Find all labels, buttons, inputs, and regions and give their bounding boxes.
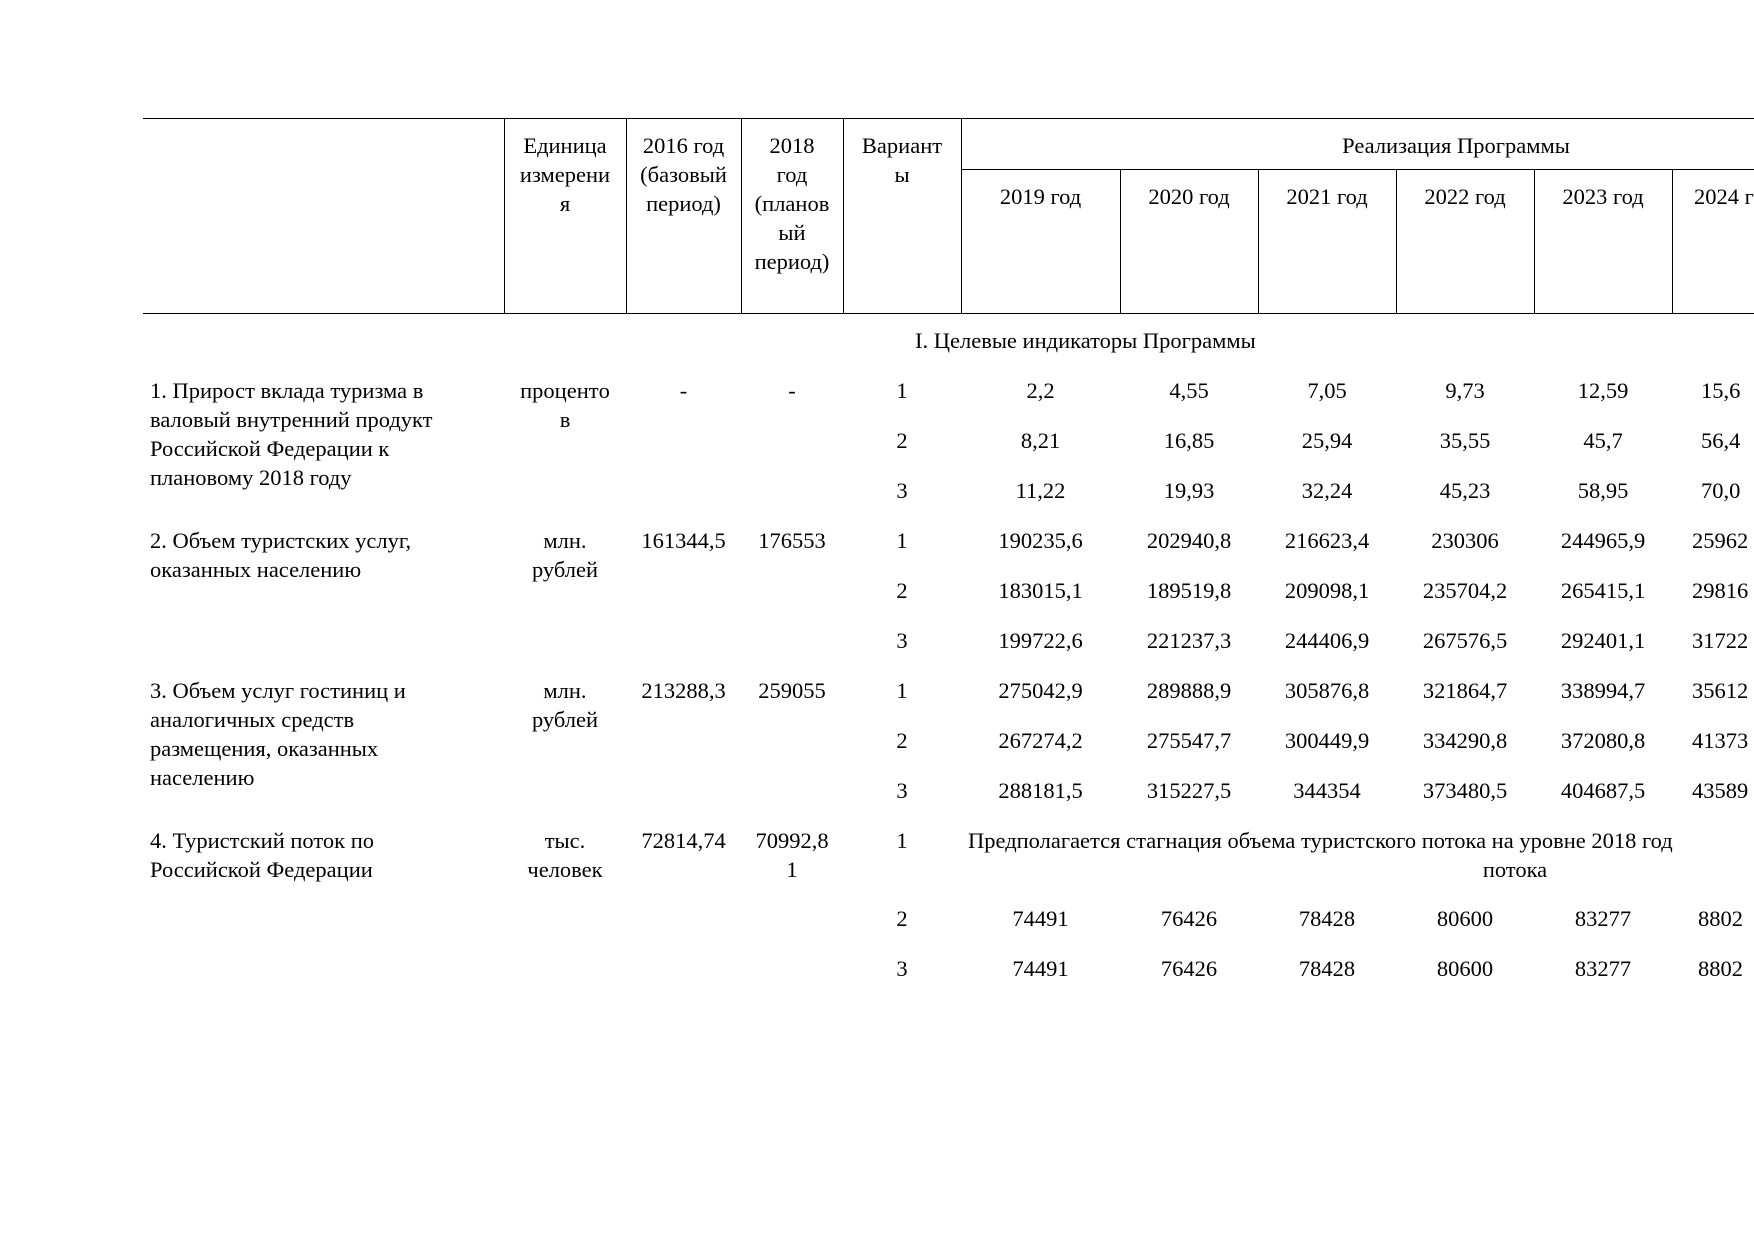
indicator-name-line: 4. Туристский поток по (150, 828, 375, 853)
value-cell: 321864,7 (1422, 678, 1508, 703)
value-cell: 267576,5 (1422, 628, 1508, 653)
value-cell: 235704,2 (1422, 578, 1508, 603)
header-plan-line: ый (778, 220, 806, 245)
header-variants-line: Вариант (861, 133, 943, 158)
value-cell: 58,95 (1577, 478, 1629, 503)
header-unit-line: я (559, 191, 571, 216)
variant-number: 2 (896, 728, 908, 753)
value-cell: 35,55 (1439, 428, 1491, 453)
header-plan-line: период) (754, 249, 830, 274)
plan-value: 176553 (758, 528, 826, 553)
value-cell: 289888,9 (1146, 678, 1232, 703)
value-cell: 202940,8 (1146, 528, 1232, 553)
value-cell: 183015,1 (998, 578, 1083, 603)
variant-number: 2 (896, 906, 908, 931)
unit-line: тыс. (544, 828, 586, 853)
value-cell: 300449,9 (1284, 728, 1370, 753)
header-unit-line: измерени (519, 162, 611, 187)
value-cell: 31722 (1692, 628, 1749, 653)
variant-number: 3 (896, 628, 908, 653)
value-cell: 74491 (1012, 906, 1069, 931)
value-cell: 209098,1 (1284, 578, 1370, 603)
value-cell: 15,6 (1701, 378, 1741, 403)
value-cell: 12,59 (1577, 378, 1629, 403)
unit-line: человек (527, 857, 603, 882)
variant-number: 1 (896, 678, 908, 703)
value-cell: 372080,8 (1560, 728, 1646, 753)
value-cell: 29816 (1692, 578, 1749, 603)
value-cell: 315227,5 (1146, 778, 1232, 803)
value-cell: 275042,9 (998, 678, 1083, 703)
header-plan-line: год (776, 162, 808, 187)
value-cell: 19,93 (1163, 478, 1215, 503)
value-cell: 265415,1 (1560, 578, 1646, 603)
value-cell: 7,05 (1307, 378, 1347, 403)
variant-number: 2 (896, 578, 908, 603)
variant-number: 2 (896, 428, 908, 453)
value-cell: 41373 (1692, 728, 1749, 753)
program-header-divider (961, 169, 1754, 170)
value-cell: 76426 (1160, 956, 1218, 981)
header-variants-line: ы (894, 162, 910, 187)
indicator-name-line: населению (150, 765, 255, 790)
unit-line: процентo (520, 378, 610, 403)
plan-value: 259055 (758, 678, 826, 703)
value-cell: 83277 (1574, 956, 1632, 981)
value-cell: 83277 (1574, 906, 1632, 931)
plan-value: - (788, 378, 796, 403)
value-cell: 221237,3 (1146, 628, 1232, 653)
value-cell: 8802 (1698, 956, 1743, 981)
header-program: Реализация Программы (1342, 133, 1570, 158)
indicator-name-line: 1. Прирост вклада туризма в (150, 378, 424, 403)
value-cell: 244965,9 (1560, 528, 1646, 553)
value-cell: 2,2 (1026, 378, 1055, 403)
value-cell: 32,24 (1301, 478, 1353, 503)
unit-line: рублей (531, 707, 599, 732)
header-year: 2020 год (1148, 184, 1230, 209)
indicator-name-line: Российской Федерации к (150, 436, 390, 461)
indicator-name-line: Российской Федерации (150, 857, 373, 882)
value-cell: 45,23 (1439, 478, 1491, 503)
unit-line: млн. (543, 528, 587, 553)
value-cell: 74491 (1012, 956, 1069, 981)
value-cell: 80600 (1436, 906, 1494, 931)
indicator-name-line: аналогичных средств (150, 707, 355, 732)
col-divider-10 (1672, 169, 1673, 313)
header-year: 2023 год (1562, 184, 1644, 209)
header-plan-line: 2018 (769, 133, 815, 158)
value-cell: 78428 (1298, 906, 1356, 931)
value-cell: 216623,4 (1284, 528, 1370, 553)
value-cell: 404687,5 (1560, 778, 1646, 803)
value-cell: 11,22 (1015, 478, 1066, 503)
value-cell: 4,55 (1169, 378, 1209, 403)
value-cell: 56,4 (1701, 428, 1741, 453)
value-cell: 25962 (1692, 528, 1749, 553)
table-top-border (143, 118, 1754, 119)
base-value: 72814,74 (641, 828, 726, 853)
base-value: 161344,5 (641, 528, 726, 553)
header-year: 2024 г (1694, 184, 1754, 209)
stagnation-note: Предполагается стагнация объема туристского потока на уровне 2018 год (968, 828, 1673, 853)
value-cell: 43589 (1692, 778, 1749, 803)
header-plan-line: (планов (754, 191, 830, 216)
value-cell: 373480,5 (1422, 778, 1508, 803)
base-value: 213288,3 (641, 678, 726, 703)
value-cell: 344354 (1293, 778, 1361, 803)
indicator-name-line: валовый внутренний продукт (150, 407, 433, 432)
value-cell: 35612 (1692, 678, 1749, 703)
header-year: 2019 год (999, 184, 1082, 209)
variant-number: 3 (896, 478, 908, 503)
variant-number: 1 (896, 528, 908, 553)
value-cell: 8802 (1698, 906, 1743, 931)
header-year: 2022 год (1424, 184, 1506, 209)
variant-number: 3 (896, 778, 908, 803)
value-cell: 190235,6 (998, 528, 1083, 553)
indicator-name-line: 3. Объем услуг гостиниц и (150, 678, 406, 703)
value-cell: 288181,5 (998, 778, 1083, 803)
variant-number: 1 (896, 828, 908, 853)
value-cell: 305876,8 (1284, 678, 1370, 703)
value-cell: 8,21 (1020, 428, 1061, 453)
value-cell: 230306 (1431, 528, 1499, 553)
value-cell: 189519,8 (1146, 578, 1232, 603)
plan-value-line: 70992,8 (755, 828, 829, 853)
value-cell: 80600 (1436, 956, 1494, 981)
value-cell: 76426 (1160, 906, 1218, 931)
header-unit-line: Единица (523, 133, 607, 158)
value-cell: 275547,7 (1146, 728, 1232, 753)
indicator-name-line: оказанных населению (150, 557, 362, 582)
header-year: 2021 год (1286, 184, 1368, 209)
header-base-line: период) (646, 191, 721, 216)
value-cell: 16,85 (1163, 428, 1215, 453)
value-cell: 338994,7 (1560, 678, 1646, 703)
indicator-name-line: размещения, оказанных (150, 736, 379, 761)
stagnation-note: потока (1482, 857, 1548, 882)
value-cell: 334290,8 (1422, 728, 1508, 753)
value-cell: 70,0 (1701, 478, 1741, 503)
plan-value-line: 1 (786, 857, 798, 882)
value-cell: 45,7 (1583, 428, 1623, 453)
unit-line: рублей (531, 557, 599, 582)
indicator-name-line: плановому 2018 году (150, 465, 352, 490)
base-value: - (679, 378, 688, 403)
header-bottom-border (143, 313, 1754, 314)
value-cell: 9,73 (1445, 378, 1485, 403)
unit-line: млн. (543, 678, 587, 703)
section-title: I. Целевые индикаторы Программы (915, 328, 1256, 353)
value-cell: 244406,9 (1284, 628, 1370, 653)
unit-line: в (559, 407, 571, 432)
value-cell: 25,94 (1301, 428, 1353, 453)
indicator-name-line: 2. Объем туристских услуг, (150, 528, 412, 553)
header-base-line: (базовый (640, 162, 727, 187)
value-cell: 78428 (1298, 956, 1356, 981)
variant-number: 3 (896, 956, 908, 981)
value-cell: 199722,6 (998, 628, 1083, 653)
variant-number: 1 (896, 378, 908, 403)
value-cell: 267274,2 (998, 728, 1083, 753)
header-base-line: 2016 год (642, 133, 725, 158)
value-cell: 292401,1 (1560, 628, 1646, 653)
